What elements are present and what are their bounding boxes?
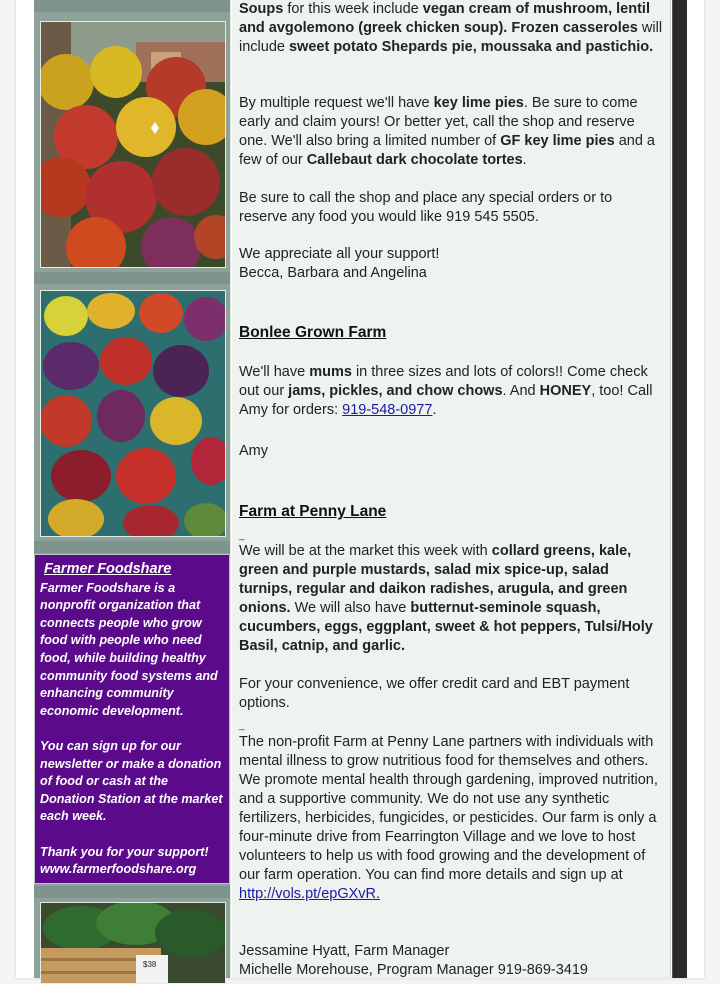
bonlee-heading: Bonlee Grown Farm bbox=[239, 324, 387, 341]
sidebar-separator bbox=[34, 886, 230, 898]
pies-paragraph: By multiple request we'll have key lime pies. Be sure to come early and claim yours! Or better yet, call the shop and reserve one. We'll also bring a limited number of GF key lime pies and a few of our Callebaut dark chocolate tortes. bbox=[239, 95, 655, 168]
promo-description: Farmer Foodshare is a nonprofit organization that connects people who grow food with people who need food, while building healthy community food systems and enhancing community economic development. bbox=[40, 580, 218, 718]
payment-paragraph: For your convenience, we offer credit card and EBT payment options. bbox=[239, 676, 630, 711]
sidebar-separator bbox=[34, 541, 230, 553]
farm-manager-line: Jessamine Hyatt, Farm Manager bbox=[239, 943, 450, 959]
sidebar bbox=[34, 0, 230, 978]
bonlee-signature: Amy bbox=[239, 443, 268, 459]
right-edge-bar bbox=[672, 0, 687, 978]
stray-underscore: _ bbox=[239, 720, 245, 731]
bonlee-phone-link[interactable]: 919-548-0977 bbox=[342, 402, 433, 418]
sidebar-separator bbox=[34, 0, 230, 12]
farmer-foodshare-box bbox=[34, 554, 230, 884]
thanks-line: We appreciate all your support! bbox=[239, 246, 440, 262]
price-tag: $38 bbox=[143, 960, 157, 969]
special-orders-paragraph: Be sure to call the shop and place any special orders or to reserve any food you would like 919 545 5505. bbox=[239, 190, 613, 225]
promo-url[interactable]: www.farmerfoodshare.org bbox=[40, 862, 197, 877]
program-manager-line: Michelle Morehouse, Program Manager 919-869-3419 bbox=[239, 962, 588, 978]
penny-market-paragraph: We will be at the market this week with collard greens, kale, green and purple mustards, salad mix spice-up, salad turnips, regular and daikon radishes, arugula, and green onions. We will also have butternut-seminole squash, cucumbers, eggs, eggplant, sweet & hot peppers, Tulsi/Holy Basil, catnip, and garlic. bbox=[239, 543, 653, 654]
soups-paragraph: Soups for this week include vegan cream of mushroom, lentil and avgolemono (greek chicken soup). Frozen casseroles will include sweet potato Shepards pie, moussaka and pastichio. bbox=[239, 1, 663, 55]
shop-signature: Becca, Barbara and Angelina bbox=[239, 265, 427, 281]
promo-title: Farmer Foodshare bbox=[44, 561, 172, 577]
promo-thanks: Thank you for your support! bbox=[40, 844, 209, 859]
bonlee-paragraph: We'll have mums in three sizes and lots of colors!! Come check out our jams, pickles, and chow chows. And HONEY, too! Call Amy for orders: 919-548-0977. bbox=[239, 364, 653, 418]
nonprofit-paragraph: The non-profit Farm at Penny Lane partners with individuals with mental illness to grow nutritious food for themselves and others. We promote mental health through gardening, improved nutrition, and a supportive community. We do not use any synthetic fertilizers, herbicides, fungicides, or pesticides. Our farm is only a four-minute drive from Fearrington Village and we love to host volunteers to help us with food growing and the development of our farm operation. You can find more details and sign up at http://vols.pt/epGXvR. bbox=[239, 734, 658, 902]
promo-donation-text: You can sign up for our newsletter or make a donation of food or cash at the Donation Station at the market each week. bbox=[40, 738, 223, 824]
greens-basket-photo bbox=[40, 902, 226, 984]
sidebar-separator bbox=[34, 272, 230, 284]
volunteer-link[interactable]: http://vols.pt/epGXvR. bbox=[239, 886, 381, 902]
penny-lane-heading: Farm at Penny Lane bbox=[239, 503, 387, 520]
peppers-photo bbox=[40, 290, 226, 537]
stray-underscore: _ bbox=[239, 530, 245, 541]
mums-photo bbox=[40, 21, 226, 268]
